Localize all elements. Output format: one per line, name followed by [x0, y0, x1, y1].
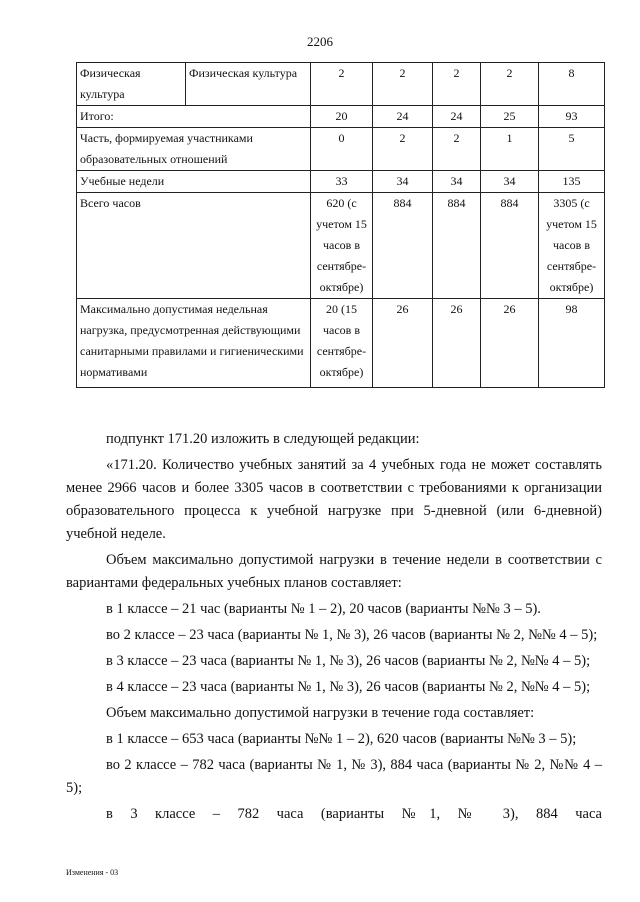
paragraph: в 3 классе – 23 часа (варианты № 1, № 3), 26 часов (варианты № 2, №№ 4 – 5);: [106, 653, 591, 669]
table-row: [77, 128, 605, 171]
total-cell: 3305 (с учетом 15 часов в сентябре-октябре): [539, 193, 605, 299]
grade2-cell: 884: [373, 193, 433, 299]
paragraph: в 1 классе – 21 час (варианты № 1 – 2), 20 часов (варианты №№ 3 – 5).: [106, 601, 541, 617]
grade4-cell: 25: [481, 106, 539, 128]
row-label-cell: Часть, формируемая участниками образовательных отношений: [77, 128, 311, 171]
grade4-cell: 1: [481, 128, 539, 171]
total-cell: 5: [539, 128, 605, 171]
grade3-cell: 2: [433, 63, 481, 106]
total-cell: 98: [539, 299, 605, 388]
grade3-cell: 884: [433, 193, 481, 299]
subject-area-cell: Физическая культура: [77, 63, 186, 106]
grade1-cell: 20 (15 часов в сентябре-октябре): [311, 299, 373, 388]
footer-note: Изменения - 03: [66, 868, 119, 877]
table-row: [77, 171, 605, 193]
grade3-cell: 2: [433, 128, 481, 171]
total-cell: 93: [539, 106, 605, 128]
grade4-cell: 34: [481, 171, 539, 193]
table-row: [77, 106, 605, 128]
row-label-cell: Итого:: [77, 106, 311, 128]
total-cell: 135: [539, 171, 605, 193]
table-row: [77, 193, 605, 299]
total-cell: 8: [539, 63, 605, 106]
table-row: [77, 299, 605, 388]
paragraph: во 2 классе – 23 часа (варианты № 1, № 3), 26 часов (варианты № 2, №№ 4 – 5);: [106, 627, 598, 643]
grade1-cell: 20: [311, 106, 373, 128]
grade1-cell: 0: [311, 128, 373, 171]
paragraph: в 4 классе – 23 часа (варианты № 1, № 3), 26 часов (варианты № 2, №№ 4 – 5);: [106, 679, 591, 695]
grade3-cell: 34: [433, 171, 481, 193]
paragraph: в 3 классе – 782 часа (варианты №1, № 3), 884 часа: [106, 806, 602, 822]
grade4-cell: 26: [481, 299, 539, 388]
paragraph: «171.20. Количество учебных занятий за 4 учебных года не может составлять менее 2966 часов и более 3305 часов в соответствии с требованиями к организации образовательного процесса к учебной нагрузке при 5-дневной (или 6-дневной) учебной неделе.: [66, 457, 602, 542]
paragraph: в 1 классе – 653 часа (варианты №№ 1 – 2), 620 часов (варианты №№ 3 – 5);: [106, 731, 577, 747]
grade2-cell: 2: [373, 63, 433, 106]
row-label-cell: Всего часов: [77, 193, 311, 299]
paragraph: Объем максимально допустимой нагрузки в течение года составляет:: [106, 705, 535, 721]
subject-cell: Физическая культура: [186, 63, 311, 106]
grade1-cell: 2: [311, 63, 373, 106]
document-body: [66, 428, 602, 829]
grade4-cell: 884: [481, 193, 539, 299]
curriculum-table: [76, 62, 605, 388]
paragraph: во 2 классе – 782 часа (варианты № 1, № 3), 884 часа (варианты № 2, №№ 4 – 5);: [66, 757, 602, 796]
paragraph: подпункт 171.20 изложить в следующей редакции:: [106, 431, 420, 447]
row-label-cell: Учебные недели: [77, 171, 311, 193]
grade3-cell: 24: [433, 106, 481, 128]
grade1-cell: 33: [311, 171, 373, 193]
grade2-cell: 26: [373, 299, 433, 388]
grade2-cell: 2: [373, 128, 433, 171]
row-label-cell: Максимально допустимая недельная нагрузка, предусмотренная действующими санитарными правилами и гигиеническими нормативами: [77, 299, 311, 388]
grade3-cell: 26: [433, 299, 481, 388]
page-number: 2206: [307, 34, 333, 49]
paragraph: Объем максимально допустимой нагрузки в течение недели в соответствии с вариантами федеральных учебных планов составляет:: [66, 552, 602, 591]
grade1-cell: 620 (с учетом 15 часов в сентябре-октябре): [311, 193, 373, 299]
grade2-cell: 34: [373, 171, 433, 193]
table-row: [77, 63, 605, 106]
grade4-cell: 2: [481, 63, 539, 106]
grade2-cell: 24: [373, 106, 433, 128]
